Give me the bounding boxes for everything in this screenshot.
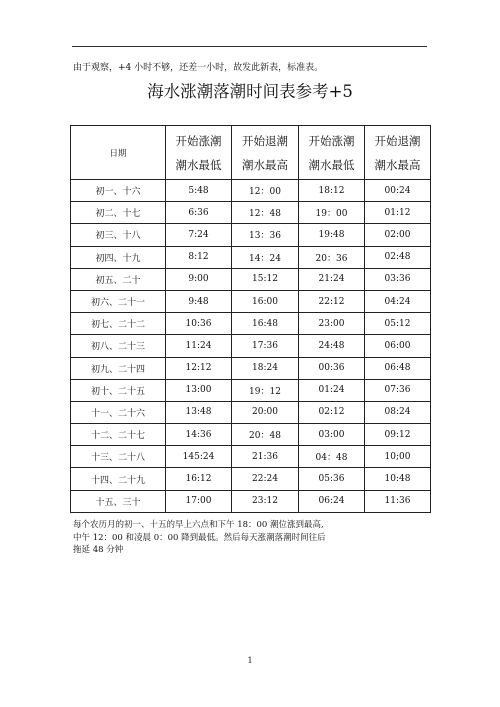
ebb-start-2-cell: 11:36 — [365, 490, 431, 512]
ebb-start-2-cell: 07:36 — [365, 379, 431, 401]
table-row — [71, 446, 431, 468]
rise-start-1-cell: 17:00 — [166, 490, 232, 512]
date-cell: 初三、十八 — [71, 224, 166, 246]
document-title: 海水涨潮落潮时间表参考+5 — [147, 82, 353, 101]
header-col2-line2: 潮水最高 — [242, 157, 288, 172]
date-cell: 初五、二十 — [71, 268, 166, 290]
footer-line-3: 拖延 48 分钟 — [73, 545, 124, 555]
footer-line-1: 每个农历月的初一、十五的早上六点和下午 18：00 潮位涨到最高, — [73, 520, 324, 530]
ebb-start-2-cell: 02:48 — [365, 246, 431, 268]
date-cell: 十四、二十九 — [71, 468, 166, 490]
table-row — [71, 180, 431, 202]
ebb-start-1-cell: 20:00 — [232, 401, 299, 423]
date-cell: 初四、十九 — [71, 246, 166, 268]
date-cell: 初二、十七 — [71, 202, 166, 224]
table-row — [71, 357, 431, 379]
table-row — [71, 490, 431, 512]
ebb-start-2-cell: 04:24 — [365, 290, 431, 312]
table-row — [71, 313, 431, 335]
ebb-start-1-cell: 19：12 — [232, 379, 299, 401]
date-cell: 十三、二十八 — [71, 446, 166, 468]
rise-start-1-cell: 11:24 — [166, 335, 232, 357]
header-col2 — [232, 126, 299, 180]
date-cell: 初七、二十二 — [71, 313, 166, 335]
ebb-start-1-cell: 15:12 — [232, 268, 299, 290]
rise-start-1-cell: 9:48 — [166, 290, 232, 312]
rise-start-1-cell: 7:24 — [166, 224, 232, 246]
header-col3-line2: 潮水最低 — [308, 157, 355, 172]
header-date: 日期 — [71, 126, 166, 180]
ebb-start-2-cell: 05:12 — [365, 313, 431, 335]
table-row — [71, 290, 431, 312]
ebb-start-1-cell: 21:36 — [232, 446, 299, 468]
ebb-start-1-cell: 20：48 — [232, 424, 299, 446]
ebb-start-2-cell: 10;00 — [365, 446, 431, 468]
rise-start-2-cell: 23:00 — [299, 313, 365, 335]
date-cell: 十五、三十 — [71, 490, 166, 512]
ebb-start-1-cell: 14：24 — [232, 246, 299, 268]
page-number: 1 — [247, 656, 253, 665]
header-col3-line1: 开始涨潮 — [308, 133, 355, 148]
ebb-start-2-cell: 06:00 — [365, 335, 431, 357]
rise-start-1-cell: 8:12 — [166, 246, 232, 268]
rise-start-2-cell: 05:36 — [299, 468, 365, 490]
ebb-start-1-cell: 18:24 — [232, 357, 299, 379]
rise-start-1-cell: 9:00 — [166, 268, 232, 290]
ebb-start-2-cell: 01:12 — [365, 202, 431, 224]
ebb-start-2-cell: 10:48 — [365, 468, 431, 490]
date-cell: 十二、二十七 — [71, 424, 166, 446]
table-header-row — [71, 126, 431, 180]
header-col1-line2: 潮水最低 — [175, 157, 222, 172]
ebb-start-1-cell: 16:48 — [232, 313, 299, 335]
date-cell: 初六、二十一 — [71, 290, 166, 312]
header-rule — [72, 46, 427, 47]
table-row — [71, 224, 431, 246]
rise-start-2-cell: 04：48 — [299, 446, 365, 468]
footer-note — [73, 519, 326, 557]
ebb-start-2-cell: 08:24 — [365, 401, 431, 423]
header-col1-line1: 开始涨潮 — [175, 133, 222, 148]
header-col4-line2: 潮水最高 — [374, 157, 421, 172]
rise-start-2-cell: 20：36 — [299, 246, 365, 268]
table-row — [71, 468, 431, 490]
rise-start-1-cell: 13:00 — [166, 379, 232, 401]
table-row — [71, 202, 431, 224]
date-cell: 初一、十六 — [71, 180, 166, 202]
rise-start-2-cell: 02:12 — [299, 401, 365, 423]
rise-start-1-cell: 10:36 — [166, 313, 232, 335]
rise-start-1-cell: 145:24 — [166, 446, 232, 468]
date-cell: 初十、二十五 — [71, 379, 166, 401]
rise-start-2-cell: 00:36 — [299, 357, 365, 379]
table-row — [71, 424, 431, 446]
rise-start-2-cell: 18:12 — [299, 180, 365, 202]
tide-table-body — [71, 180, 431, 513]
rise-start-2-cell: 01:24 — [299, 379, 365, 401]
ebb-start-1-cell: 12：00 — [232, 180, 299, 202]
date-cell: 初八、二十三 — [71, 335, 166, 357]
ebb-start-2-cell: 06:48 — [365, 357, 431, 379]
date-cell: 初九、二十四 — [71, 357, 166, 379]
header-col4-line1: 开始退潮 — [374, 133, 421, 148]
rise-start-2-cell: 19：00 — [299, 202, 365, 224]
rise-start-2-cell: 06:24 — [299, 490, 365, 512]
table-row — [71, 335, 431, 357]
rise-start-2-cell: 19:48 — [299, 224, 365, 246]
header-col1 — [166, 126, 232, 180]
rise-start-2-cell: 21:24 — [299, 268, 365, 290]
footer-line-2: 中午 12：00 和凌晨 0：00 降到最低。然后每天涨潮落潮时间往后 — [73, 532, 326, 543]
ebb-start-1-cell: 12：48 — [232, 202, 299, 224]
date-cell: 十一、二十六 — [71, 401, 166, 423]
rise-start-2-cell: 24:48 — [299, 335, 365, 357]
header-col3 — [299, 126, 365, 180]
rise-start-1-cell: 5:48 — [166, 180, 232, 202]
ebb-start-2-cell: 00:24 — [365, 180, 431, 202]
ebb-start-2-cell: 02:00 — [365, 224, 431, 246]
rise-start-1-cell: 6:36 — [166, 202, 232, 224]
rise-start-1-cell: 16:12 — [166, 468, 232, 490]
rise-start-2-cell: 22:12 — [299, 290, 365, 312]
ebb-start-1-cell: 23:12 — [232, 490, 299, 512]
table-row — [71, 268, 431, 290]
table-row — [71, 246, 431, 268]
table-row — [71, 379, 431, 401]
table-row — [71, 401, 431, 423]
rise-start-1-cell: 12:12 — [166, 357, 232, 379]
ebb-start-2-cell: 03:36 — [365, 268, 431, 290]
ebb-start-2-cell: 09:12 — [365, 424, 431, 446]
header-col2-line1: 开始退潮 — [242, 133, 288, 148]
tide-table — [70, 125, 431, 513]
header-col4 — [365, 126, 431, 180]
ebb-start-1-cell: 17:36 — [232, 335, 299, 357]
intro-note: 由于观察，+4 小时不够，还差一小时，故发此新表，标准表。 — [73, 63, 324, 73]
ebb-start-1-cell: 13：36 — [232, 224, 299, 246]
ebb-start-1-cell: 22:24 — [232, 468, 299, 490]
ebb-start-1-cell: 16:00 — [232, 290, 299, 312]
rise-start-1-cell: 14:36 — [166, 424, 232, 446]
rise-start-2-cell: 03:00 — [299, 424, 365, 446]
rise-start-1-cell: 13:48 — [166, 401, 232, 423]
